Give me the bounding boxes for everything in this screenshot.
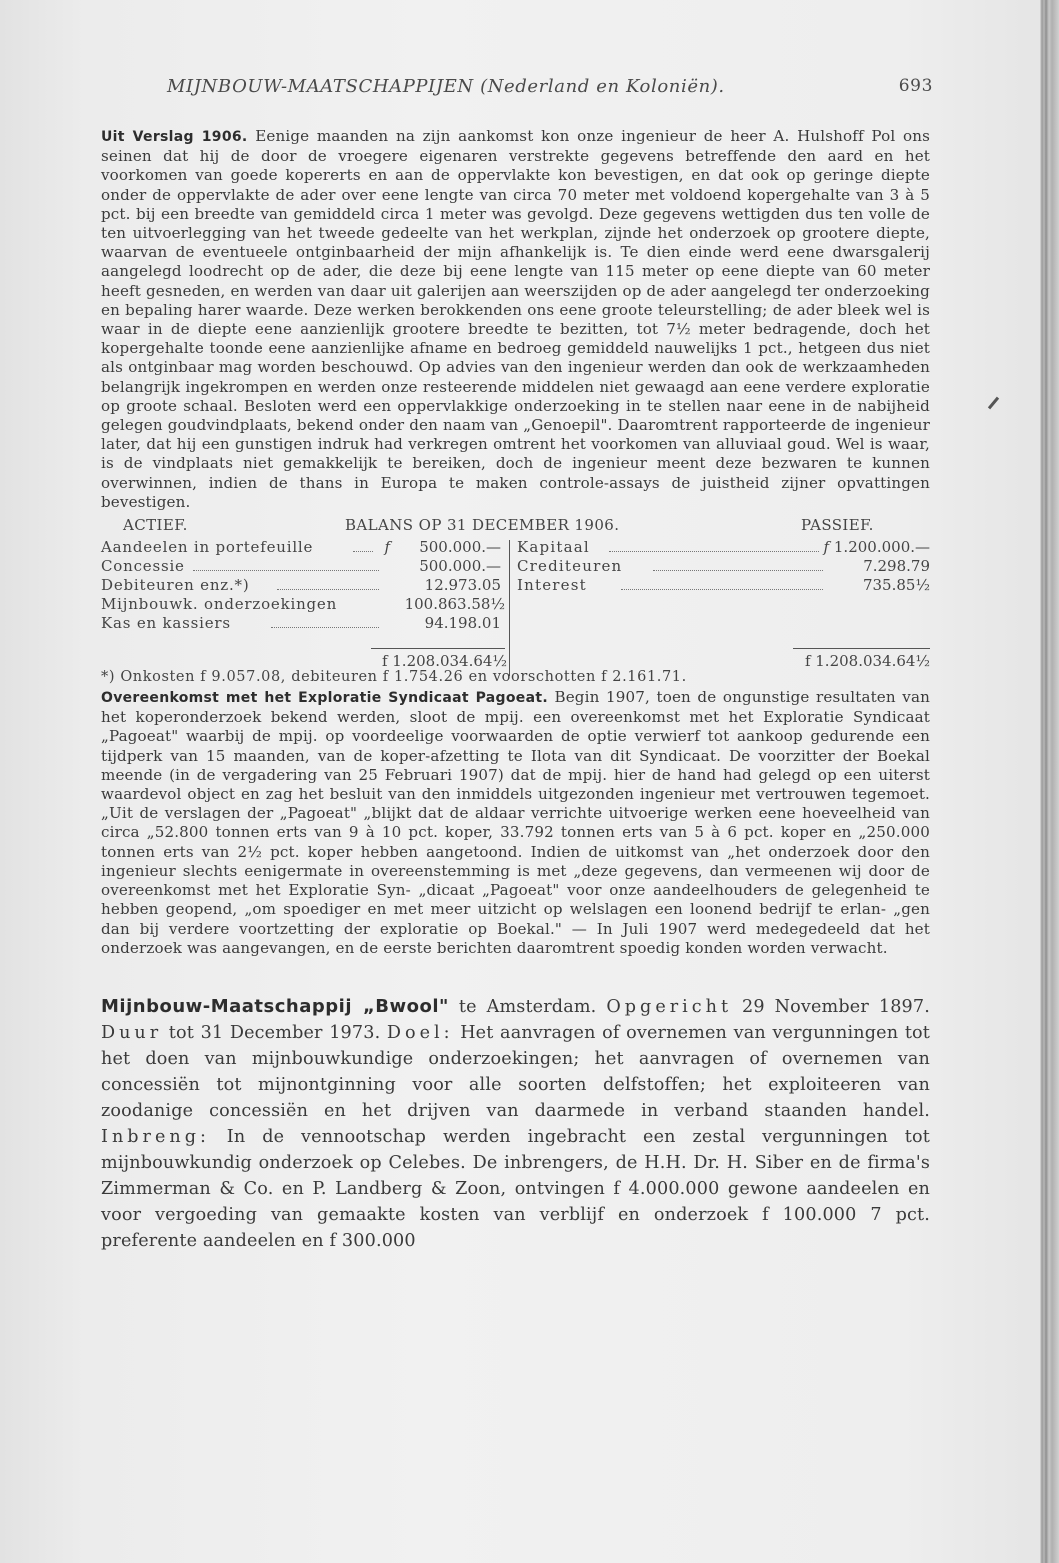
column-divider [509,540,510,676]
section-lead: Overeenkomst met het Exploratie Syndicaat Pagoeat. [101,690,548,707]
leader-dots [193,570,379,571]
passief-row [517,538,930,557]
page-number: 693 [898,76,933,96]
actief-label: Kas en kassiers [101,614,231,633]
label-opgericht: Opgericht [606,996,733,1017]
passief-total-rule [793,648,930,649]
currency-sign: f [823,538,830,557]
running-head [101,76,933,102]
passief-total [793,652,930,671]
currency-sign: f [384,538,390,557]
balance-footnote: *) Onkosten f 9.057.08, debiteuren f 1.754.26 en voorschotten f 2.161.71. [101,669,687,686]
section-overeenkomst [101,688,930,958]
leader-dots [621,589,823,590]
balance-sheet [101,516,930,686]
section-verslag-1906 [101,127,930,512]
balance-header-passief: PASSIEF. [801,516,874,535]
actief-row [101,576,501,595]
actief-amount: 12.973.05 [424,576,501,595]
leader-dots [277,589,379,590]
passief-total-amount: f 1.208.034.64½ [804,652,930,671]
passief-row [517,576,930,595]
passief-row [517,557,930,576]
passief-amount: 7.298.79 [863,557,930,576]
actief-row [101,614,501,633]
balance-header-title: BALANS OP 31 DECEMBER 1906. [345,516,620,535]
actief-row [101,595,505,614]
book-spine-edge [1040,0,1059,1563]
actief-label: Aandeelen in portefeuille [101,538,314,557]
actief-amount: 100.863.58½ [404,595,505,614]
section-lead: Uit Verslag 1906. [101,129,248,145]
passief-amount: 735.85½ [862,576,930,595]
founding-date: 29 November 1897. [732,996,930,1017]
leader-dots [271,627,379,628]
balance-header-actief: ACTIEF. [123,516,188,535]
passief-label: Kapitaal [517,538,590,557]
actief-total-amount: f 1.208.034.64½ [381,652,507,671]
document-page [101,76,933,1254]
label-duur: Duur [101,1022,163,1043]
purpose-text: Het aanvragen of overnemen van vergunningen tot het doen van mijnbouwkundige onderzoekingen; het aanvragen of overnemen van concessiën tot mijnontginning voor alle soorten delfstoffen; het exploiteeren van zoodanige concessiën en het drijven van daarmede in verband staanden handel. [101,1022,931,1121]
duration: tot 31 December 1973. [162,1022,387,1043]
actief-total-rule [371,648,505,649]
margin-pencil-mark [988,397,999,410]
section-text: Begin 1907, toen de ongunstige resultaten van het koperonderzoek bekend werden, sloot de mpij. een overeenkomst met het Exploratie Syndicaat „Pagoeat" waarbij de mpij. op voordeelige voorwaarden de optie verwierf tot aankoop gedurende een tijdperk van 15 maanden, van de koper-afzetting te Ilota van dit Syndicaat. De voorzitter der Boekal meende (in de vergadering van 25 Februari 1907) dat de mpij. hier de hand had gelegd op een uiterst waardevol object en zag het besluit van den inmiddels uitgezonden ingenieur met vertrouwen tegemoet. „Uit de verslagen der „Pagoeat" „blijkt dat de aldaar verrichte uitvoerige werken eene hoeveelheid van circa „52.800 tonnen erts van 9 à 10 pct. koper, 33.792 tonnen erts van 5 à 6 pct. koper en „250.000 tonnen erts van 2½ pct. koper hebben aangetoond. Indien de uitkomst van „het onderzoek door den ingenieur slechts eenigermate in overeenstemming is met „deze gegevens, dan vermeenen wij door de overeenkomst met het Exploratie Syn- „dicaat „Pagoeat" voor onze aandeelhouders de gelegenheid te hebben geopend, „om spoediger en met meer uitzicht op welslagen een loonend bedrijf te erlan- „gen dan bij verdere voortzetting der exploratie op Boekal." — In Juli 1907 werd medegedeeld dat het onderzoek was aangevangen, en de eerste berichten daaromtrent spoedig konden worden verwacht. [101,688,930,957]
leader-dots [353,551,373,552]
actief-amount: 500.000.— [419,538,501,557]
passief-amount [817,538,930,557]
company-name: Mijnbouw-Maatschappij „Bwool" [101,995,449,1017]
contribution-text: In de vennootschap werden ingebracht een zestal vergunningen tot mijnbouwkundig onderzoek op Celebes. De inbrengers, de H.H. Dr. H. Siber en de firma's Zimmerman & Co. en P. Landberg & Zoon, ontvingen f 4.000.000 gewone aandeelen en voor vergoeding van gemaakte kosten van verblijf en onderzoek f 100.000 7 pct. preferente aandeelen en f 300.000 [101,1126,930,1251]
actief-row [101,557,501,576]
company-location: te Amsterdam. [448,996,607,1017]
running-head-title: MIJNBOUW-MAATSCHAPPIJEN (Nederland en Koloniën). [167,76,725,97]
actief-label: Concessie [101,557,185,576]
label-inbreng: Inbreng: [101,1126,210,1147]
actief-label: Debiteuren enz.*) [101,576,250,595]
passief-label: Interest [517,576,587,595]
actief-amount: 500.000.— [419,557,501,576]
label-doel: Doel: [386,1022,454,1043]
section-text: Eenige maanden na zijn aankomst kon onze ingenieur de heer A. Hulshoff Pol ons seinen dat hij de door de vroegere eigenaren verstrekte gegevens betreffende den aard en het voorkomen van goede kopererts en aan de oppervlakte kon bevestigen, en dat ook op geringe diepte onder de oppervlakte de ader over eene lengte van circa 70 meter met voldoend kopergehalte van 3 à 5 pct. bij een breedte van gemiddeld circa 1 meter was gevolgd. Deze gegevens wettigden dus ten volle de ten uitvoerlegging van het tweede gedeelte van het werkplan, zijnde het onderzoek op grootere diepte, waarvan de eventueele ontginbaarheid der mijn afhankelijk is. Te dien einde werd eene dwarsgalerij aangelegd loodrecht op de ader, die deze bij eene lengte van 115 meter op eene diepte van 60 meter heeft gesneden, en werden van daar uit galerijen aan weerszijden op de ader aangelegd ter onderzoeking en bepaling harer waarde. Deze werken berokkenden ons eene groote teleurstelling; de ader bleek wel is waar in de diepte eene aanzienlijk grootere breedte te bezitten, tot 7½ meter bedragende, doch het kopergehalte toonde eene aanzienlijke afname en bedroeg gemiddeld nauwelijks 1 pct., hetgeen dus niet als ontginbaar mag worden beschouwd. Op advies van den ingenieur werden dan ook de werkzaamheden belangrijk ingekrompen en werden onze resteerende middelen niet gewaagd aan eene verdere exploratie op groote schaal. Besloten werd een oppervlakkige onderzoeking in te stellen naar eene in de nabijheid gelegen goudvindplaats, bekend onder den naam van „Genoepil". Daaromtrent rapporteerde de ingenieur later, dat hij een gunstigen indruk had verkregen omtrent het voorkomen van alluviaal goud. Wel is waar, is de vindplaats niet gemakkelijk te bereiken, doch de ingenieur meent deze bezwaren te kunnen overwinnen, indien de thans in Europa te maken controle-assays de juistheid zijner opvattingen bevestigen. [101,127,930,511]
actief-label: Mijnbouwk. onderzoekingen [101,595,338,614]
passief-amount-value: 1.200.000.— [833,538,930,557]
actief-amount: 94.198.01 [424,614,501,633]
actief-row [101,538,501,557]
leader-dots [609,551,819,552]
passief-label: Crediteuren [517,557,623,576]
company-entry-bwool [101,994,930,1254]
leader-dots [653,570,823,571]
